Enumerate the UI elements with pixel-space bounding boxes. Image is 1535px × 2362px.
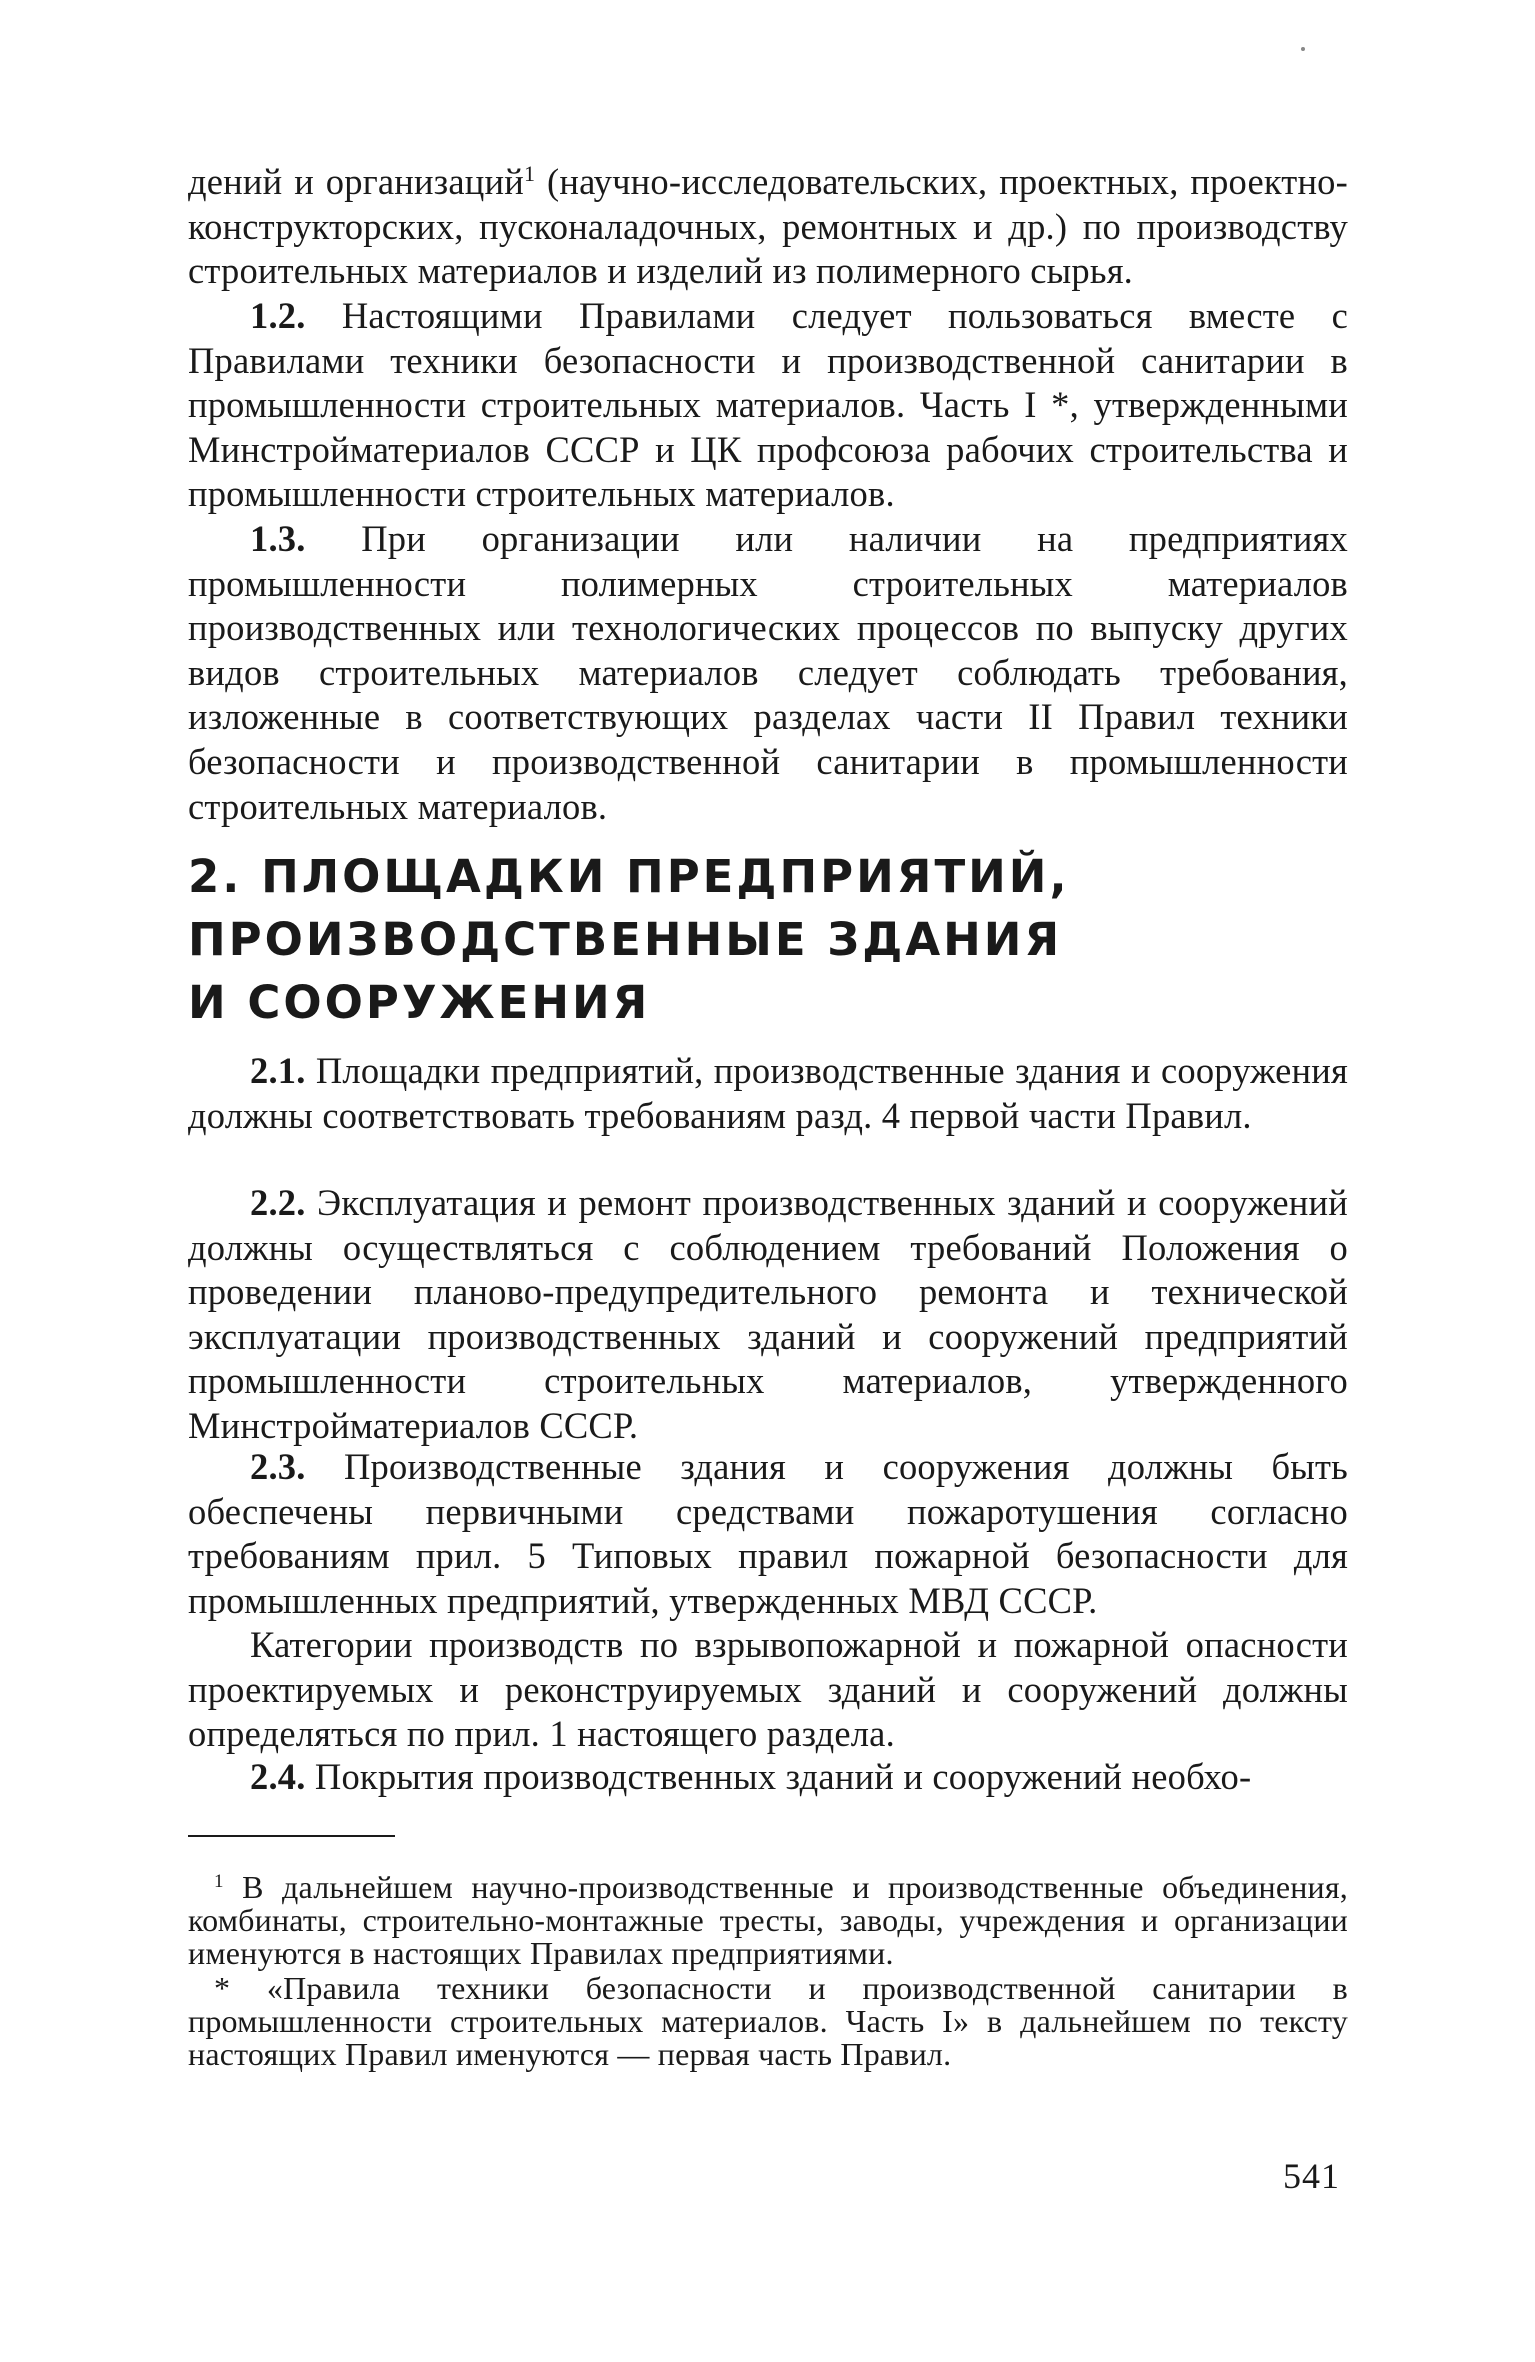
paragraph-2-3 [188, 1445, 1348, 1623]
intro-paragraph [188, 160, 1348, 294]
page-number: 541 [1283, 2156, 1340, 2196]
clause-text: Производственные здания и сооружения должны быть обеспечены первичными средствами пожаротушения согласно требованиям прил. 5 Типовых правил пожарной безопасности для промышленных предприятий, утвержденных МВД СССР. [188, 1446, 1348, 1621]
paragraph-2-2 [188, 1181, 1348, 1449]
footnote-2-mark: * [214, 1970, 231, 2006]
clause-text: Настоящими Правилами следует пользоваться вместе с Правилами техники безопасности и производственной санитарии в промышленности строительных материалов. Часть I [188, 295, 1348, 426]
clause-text: При организации или наличии на предприятиях промышленности полимерных строительных материалов производственных или технологических процессов по выпуску других видов строительных материалов следует соблюдать требования, изложенные в соответствующих разделах части II Правил техники безопасности и производственной санитарии в промышленности строительных материалов. [188, 518, 1348, 827]
section-heading [188, 845, 1348, 1034]
intro-text: дений и организаций [188, 161, 524, 202]
scan-speck [1301, 47, 1305, 51]
clause-number: 1.2. [250, 295, 306, 336]
footnote-divider [188, 1835, 395, 1837]
footnote-ref-star: * [1036, 384, 1070, 426]
section-2-4 [188, 1755, 1348, 1800]
section-1-2 [188, 294, 1348, 517]
clause-number: 1.3. [250, 518, 306, 559]
clause-number: 2.4. [250, 1756, 306, 1797]
paragraph-1-3 [188, 517, 1348, 829]
paragraph-2-3-categories: Категории производств по взрывопожарной и пожарной опасности проектируемых и реконструируемых зданий и сооружений должны определяться по прил. 1 настоящего раздела. [188, 1624, 1348, 1755]
heading-line-2: ПРОИЗВОДСТВЕННЫЕ ЗДАНИЯ [188, 913, 1063, 966]
heading-line-1: 2. ПЛОЩАДКИ ПРЕДПРИЯТИЙ, [188, 850, 1070, 903]
section-2-3 [188, 1445, 1348, 1623]
clause-text: Площадки предприятий, производственные здания и сооружения должны соответствовать требованиям разд. 4 первой части Правил. [188, 1050, 1348, 1136]
clause-number: 2.2. [250, 1182, 306, 1223]
paragraph-1-2 [188, 294, 1348, 517]
clause-number: 2.1. [250, 1050, 306, 1091]
footnote-1 [188, 1871, 1348, 1970]
section-2-2 [188, 1181, 1348, 1449]
footnote-2-text: «Правила техники безопасности и производственной санитарии в промышленности строительных материалов. Часть I» в дальнейшем по тексту настоящих Правил именуются — первая часть Правил. [188, 1970, 1348, 2072]
footnote-2 [188, 1972, 1348, 2071]
clause-number: 2.3. [250, 1446, 306, 1487]
footnote-ref-1: 1 [523, 161, 536, 186]
intro-block [188, 160, 1348, 294]
intro-text-rest: (научно-исследовательских, проектных, проектно-конструкторских, пусконаладочных, ремонтных и др.) по производству строительных материалов и изделий из полимерного сырья. [188, 161, 1348, 292]
section-2-1 [188, 1049, 1348, 1138]
paragraph-2-1 [188, 1049, 1348, 1138]
clause-text: Покрытия производственных зданий и сооружений необхо- [305, 1756, 1252, 1797]
footnote-1-mark: 1 [214, 1871, 224, 1892]
paragraph-2-4 [188, 1755, 1348, 1800]
clause-text-rest: , утвержденными Минстройматериалов СССР и ЦК профсоюза рабочих строительства и промышленности строительных материалов. [188, 384, 1349, 515]
footnote-1-text: В дальнейшем научно-производственные и производственные объединения, комбинаты, строительно-монтажные тресты, заводы, учреждения и организации именуются в настоящих Правилах предприятиями. [188, 1869, 1348, 1971]
footnotes [188, 1871, 1348, 2071]
section-1-3 [188, 517, 1348, 829]
clause-text: Эксплуатация и ремонт производственных зданий и сооружений должны осуществляться с соблюдением требований Положения о проведении планово-предупредительного ремонта и технической эксплуатации производственных зданий и сооружений предприятий промышленности строительных материалов, утвержденного Минстройматериалов СССР. [188, 1182, 1348, 1446]
heading-line-3: И СООРУЖЕНИЯ [188, 976, 651, 1029]
section-2-3-continued [188, 1623, 1348, 1757]
